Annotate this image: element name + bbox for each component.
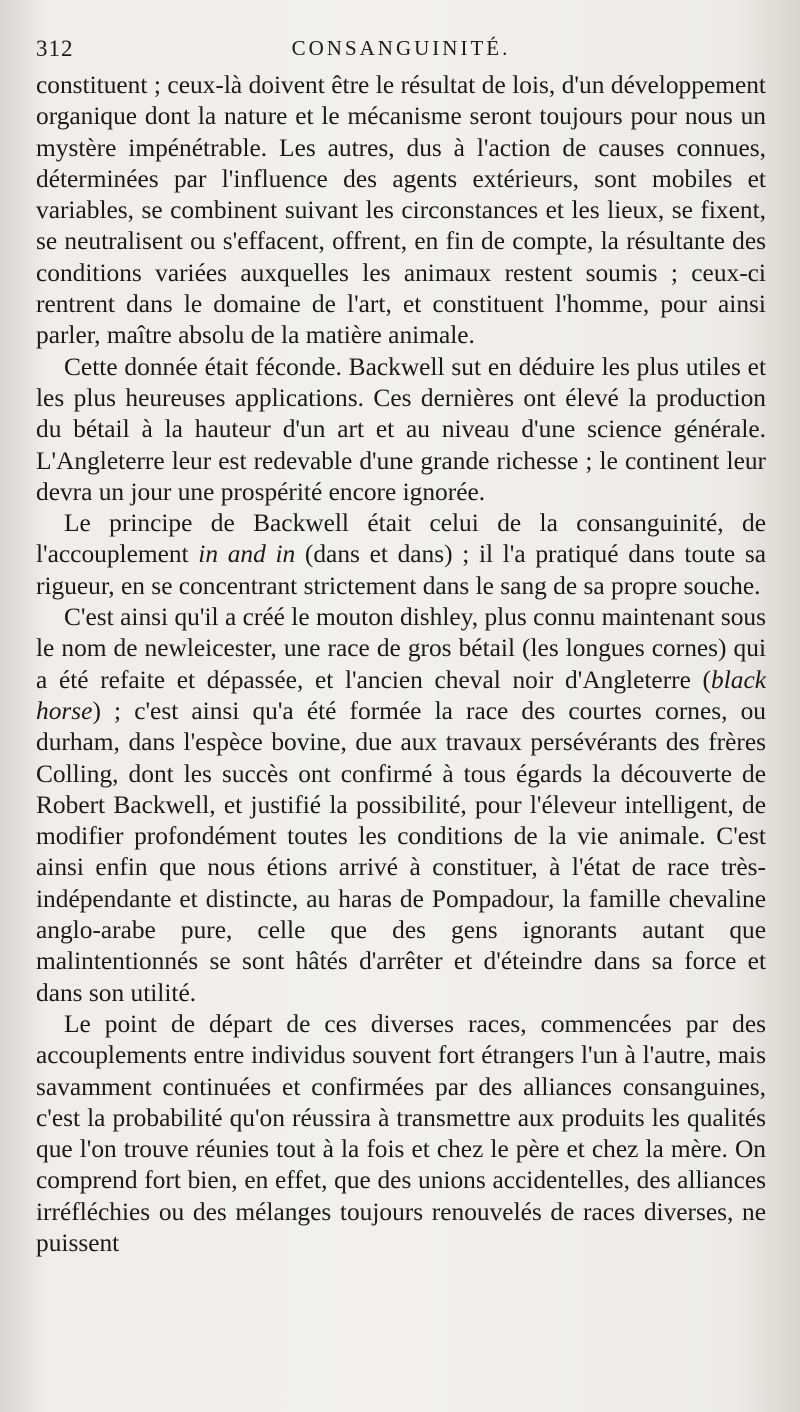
page-number: 312 (36, 36, 74, 61)
text-run: Le point de départ de ces diverses races, commencées par des accouplements entre individus souvent fort étrangers l'un à l'autre, mais savamment continuées et confirmées par des alliances consanguines, c'est la probabilité qu'on réussira à transmettre aux produits les qualités que l'on trouve réunies tout à la fois et chez le père et chez la mère. On comprend fort bien, en effet, que des unions accidentelles, des alliances irréfléchies ou des mélanges toujours renouvelés de races diverses, ne puissent (36, 1009, 766, 1257)
paragraph-1 (36, 70, 766, 352)
running-title: CONSANGUINITÉ. (291, 36, 511, 60)
text-run: Le principe de Backwell était celui de la consanguinité, de l'accouplement (36, 509, 766, 569)
text-run: C'est ainsi qu'il a créé le mouton dishley, plus connu maintenant sous le nom de newleicester, une race de gros bétail (les longues cornes) qui a été refaite et dépassée, et l'ancien cheval noir d'Angleterre ( (36, 603, 766, 694)
text-run: constituent ; ceux-là doivent être le résultat de lois, d'un développement organique dont la nature et le mécanisme seront toujours pour nous un mystère impénétrable. Les autres, dus à l'action de causes connues, déterminées par l'influence des agents extérieurs, sont mobiles et variables, se combinent suivant les circonstances et les lieux, se fixent, se neutralisent ou s'effacent, offrent, en fin de compte, la résultante des conditions variées auxquelles les animaux restent soumis ; ceux-ci rentrent dans le domaine de l'art, et constituent l'homme, pour ainsi parler, maître absolu de la matière animale. (36, 71, 766, 350)
paragraph-2 (36, 352, 766, 508)
italic-phrase: in and in (198, 540, 296, 569)
paragraph-5 (36, 1009, 766, 1259)
italic-phrase: black horse (36, 665, 766, 725)
paragraph-4 (36, 602, 766, 1009)
running-head (36, 30, 766, 70)
body-text (36, 70, 766, 1259)
text-run: Cette donnée était féconde. Backwell sut en déduire les plus utiles et les plus heureuses applications. Ces dernières ont élevé la production du bétail à la hauteur d'un art et au niveau d'une science générale. L'Angleterre leur est redevable d'une grande richesse ; le continent leur devra un jour une prospérité encore ignorée. (36, 352, 766, 506)
text-run: (dans et dans) ; il l'a pratiqué dans toute sa rigueur, en se concentrant strictement dans le sang de sa propre souche. (36, 540, 766, 600)
paragraph-3 (36, 508, 766, 602)
text-run: ) ; c'est ainsi qu'a été formée la race des courtes cornes, ou durham, dans l'espèce bovine, due aux travaux persévérants des frères Colling, dont les succès ont confirmé à tous égards la découverte de Robert Backwell, et justifié la possibilité, pour l'éleveur intelligent, de modifier profondément toutes les conditions de la vie animale. C'est ainsi enfin que nous étions arrivé à constituer, à l'état de race très-indépendante et distincte, au haras de Pompadour, la famille chevaline anglo-arabe pure, celle que des gens ignorants autant que malintentionnés se sont hâtés d'arrêter et d'éteindre dans sa force et dans son utilité. (36, 696, 766, 1007)
